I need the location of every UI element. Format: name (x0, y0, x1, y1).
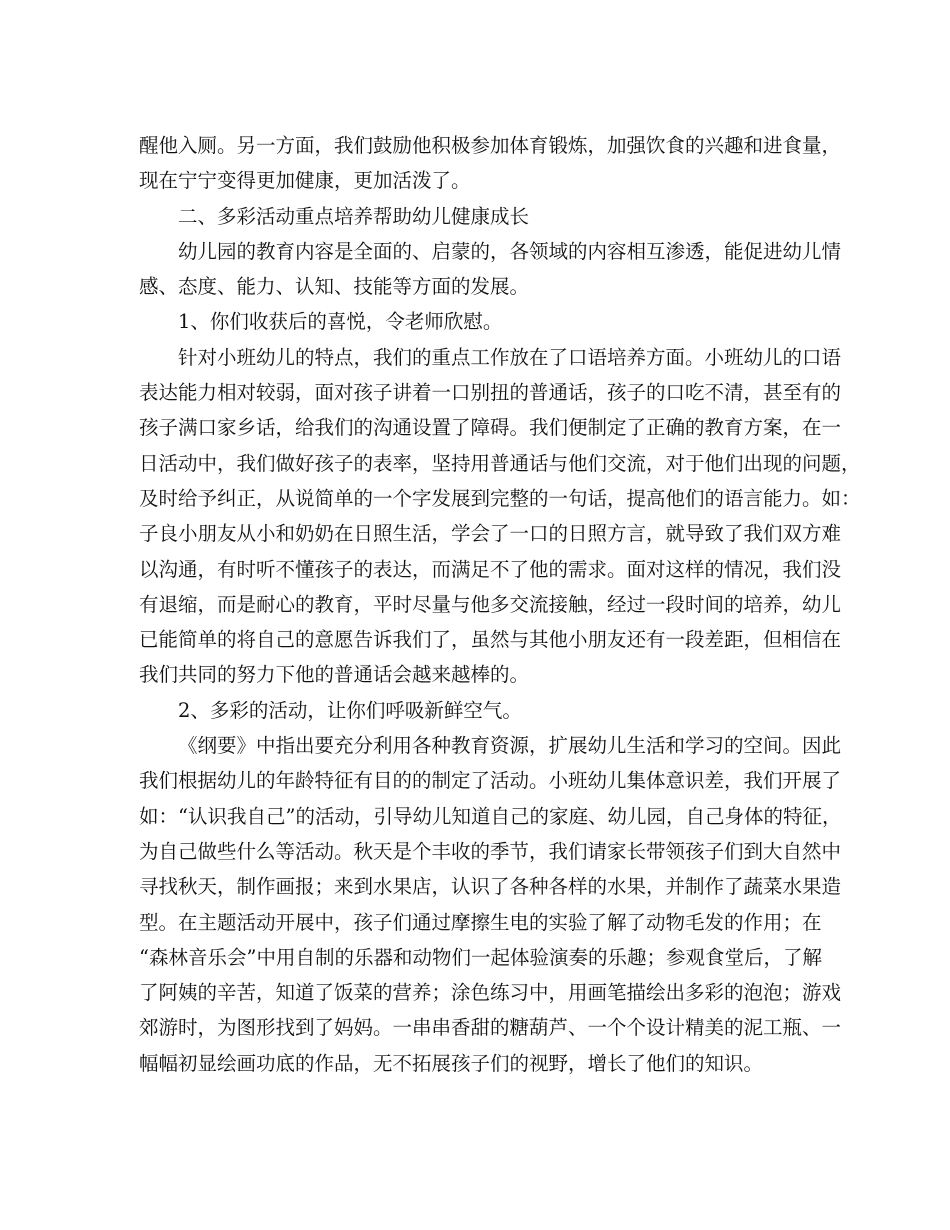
paragraph-line: “森林音乐会”中用自制的乐器和动物们一起体验演奏的乐趣；参观食堂后，了解 (139, 945, 822, 969)
paragraph-line: 子良小朋友从小和奶奶在日照生活，学会了一口的日照方言，就导致了我们双方难 (139, 522, 842, 546)
paragraph-line: 已能简单的将自己的意愿告诉我们了，虽然与其他小朋友还有一段差距，但相信在 (139, 628, 842, 652)
section-heading: 二、多彩活动重点培养帮助幼儿健康成长 (178, 204, 530, 228)
paragraph-line: 孩子满口家乡话，给我们的沟通设置了障碍。我们便制定了正确的教育方案，在一 (139, 416, 842, 440)
paragraph-line: 日活动中，我们做好孩子的表率，坚持用普通话与他们交流，对于他们出现的问题， (139, 451, 861, 475)
paragraph-line: 幼儿园的教育内容是全面的、启蒙的，各领域的内容相互渗透，能促进幼儿情 (178, 239, 842, 263)
paragraph-line: 了阿姨的辛苦，知道了饭菜的营养；涂色练习中，用画笔描绘出多彩的泡泡；游戏 (139, 981, 842, 1005)
paragraph-line: 表达能力相对较弱，面对孩子讲着一口别扭的普通话，孩子的口吃不清，甚至有的 (139, 381, 842, 405)
paragraph-line: 我们共同的努力下他的普通话会越来越棒的。 (139, 663, 530, 687)
paragraph-line: 寻找秋天，制作画报；来到水果店，认识了各种各样的水果，并制作了蔬菜水果造 (139, 875, 842, 899)
paragraph-line: 有退缩，而是耐心的教育，平时尽量与他多交流接触，经过一段时间的培养，幼儿 (139, 592, 842, 616)
paragraph-line: 及时给予纠正，从说简单的一个字发展到完整的一句话，提高他们的语言能力。如： (139, 486, 861, 510)
paragraph-line: 感、态度、能力、认知、技能等方面的发展。 (139, 275, 530, 299)
subsection-heading: 2、多彩的活动，让你们呼吸新鲜空气。 (178, 698, 522, 722)
paragraph-line: 针对小班幼儿的特点，我们的重点工作放在了口语培养方面。小班幼儿的口语 (178, 345, 842, 369)
paragraph-line: 《纲要》中指出要充分利用各种教育资源，扩展幼儿生活和学习的空间。因此 (178, 734, 842, 758)
subsection-heading: 1、你们收获后的喜悦，令老师欣慰。 (178, 310, 503, 334)
paragraph-line: 为自己做些什么等活动。秋天是个丰收的季节，我们请家长带领孩子们到大自然中 (139, 839, 842, 863)
paragraph-line: 郊游时，为图形找到了妈妈。一串串香甜的糖葫芦、一个个设计精美的泥工瓶、一 (139, 1016, 842, 1040)
paragraph-line: 以沟通，有时听不懂孩子的表达，而满足不了他的需求。面对这样的情况，我们没 (139, 557, 842, 581)
paragraph-line: 我们根据幼儿的年龄特征有目的的制定了活动。小班幼儿集体意识差，我们开展了 (139, 769, 842, 793)
paragraph-line: 现在宁宁变得更加健康，更加活泼了。 (139, 169, 471, 193)
paragraph-line: 如：“认识我自己”的活动，引导幼儿知道自己的家庭、幼儿园，自己身体的特征， (139, 804, 842, 828)
document-page (139, 128, 861, 1081)
paragraph-line: 幅幅初显绘画功底的作品，无不拓展孩子们的视野，增长了他们的知识。 (139, 1051, 764, 1075)
paragraph-line: 醒他入厕。另一方面，我们鼓励他积极参加体育锻炼，加强饮食的兴趣和进食量， (139, 134, 842, 157)
paragraph-line: 型。在主题活动开展中，孩子们通过摩擦生电的实验了解了动物毛发的作用；在 (139, 910, 822, 934)
